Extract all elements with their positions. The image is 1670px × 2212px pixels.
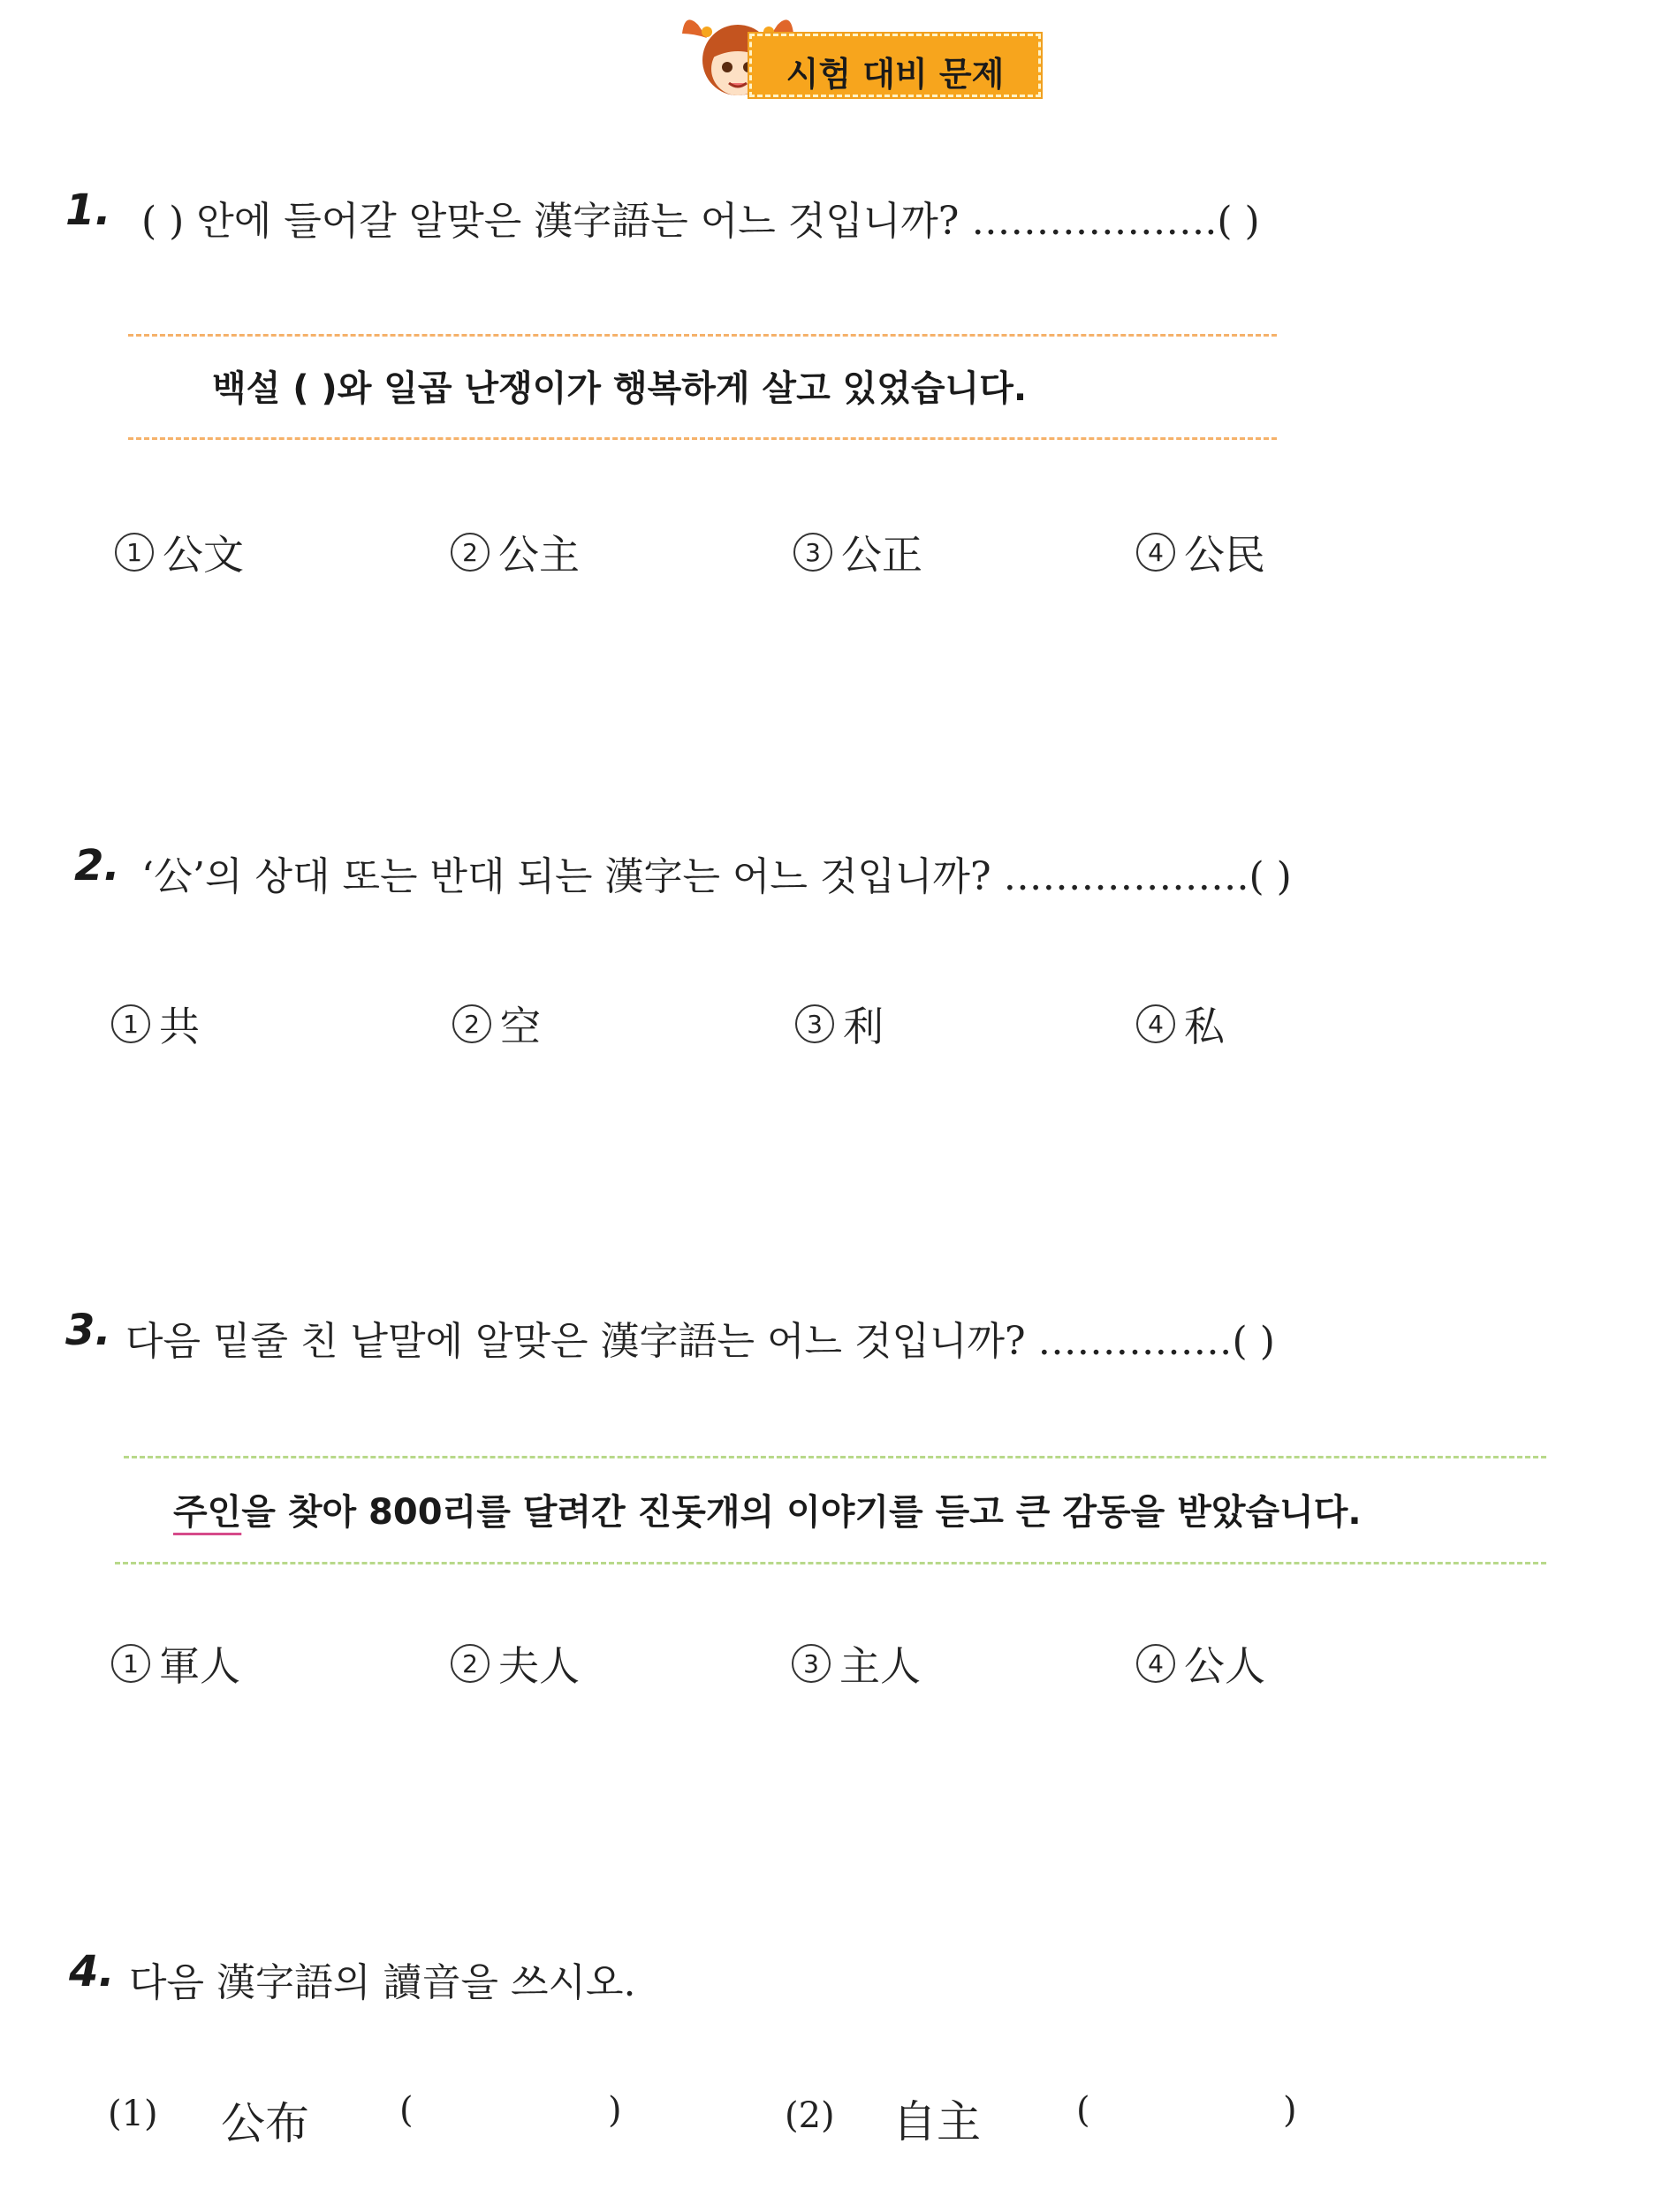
question-3-box-text (173, 1484, 1362, 1534)
q1-choice-3[interactable] (793, 523, 922, 581)
q4-item-1-word: 公布 (221, 2098, 309, 2149)
question-2 (74, 841, 120, 890)
question-1-box-text: 백설 ( )와 일곱 난쟁이가 행복하게 살고 있었습니다. (212, 368, 1028, 409)
q4-item-2-answer-blank[interactable] (1101, 2092, 1278, 2136)
q4-item-2-word: 自主 (892, 2096, 981, 2148)
q2-choice-4[interactable] (1136, 995, 1225, 1053)
divider-top (124, 1456, 1546, 1458)
q4-item-2-open: ( (1076, 2090, 1090, 2131)
question-number: 3. (65, 1306, 111, 1355)
choice-text: 共 (159, 1003, 200, 1050)
choice-text: 公人 (1184, 1642, 1265, 1690)
choice-text: 空 (500, 1003, 541, 1050)
question-number: 1. (65, 186, 111, 235)
q1-choice-2[interactable] (451, 523, 580, 581)
q1-choice-1[interactable] (115, 523, 244, 581)
choice-text: 公主 (498, 531, 580, 579)
q4-item-1-label: (1) (108, 2094, 158, 2134)
header-title: 시험 대비 문제 (786, 55, 1005, 94)
q3-choice-2[interactable] (451, 1634, 580, 1693)
box-rest-text: 을 찾아 800리를 달려간 진돗개의 이야기를 듣고 큰 감동을 받았습니다. (241, 1492, 1362, 1533)
choice-mark: 3 (792, 1644, 831, 1683)
choice-mark: 4 (1136, 533, 1175, 572)
q4-item-1-answer-blank[interactable] (424, 2092, 601, 2136)
choice-text: 主人 (839, 1642, 921, 1690)
question-number: 2. (74, 841, 120, 890)
choice-mark: 2 (451, 1644, 490, 1683)
choice-mark: 1 (111, 1644, 150, 1683)
divider-top (128, 334, 1277, 337)
choice-text: 軍人 (159, 1642, 240, 1690)
question-4 (69, 1947, 115, 1996)
choice-text: 公正 (841, 531, 922, 579)
underlined-word: 주인 (173, 1492, 242, 1533)
question-2-text: ‘公’의 상대 또는 반대 되는 漢字는 어느 것입니까? ……………….( ) (141, 854, 1292, 899)
choice-text: 利 (843, 1003, 884, 1050)
q3-choice-1[interactable] (111, 1634, 240, 1693)
question-1 (65, 186, 111, 235)
q4-item-2-label: (2) (785, 2095, 835, 2136)
divider-bottom (115, 1562, 1546, 1564)
choice-mark: 2 (452, 1004, 491, 1043)
divider-bottom (128, 437, 1277, 440)
choice-mark: 4 (1136, 1004, 1175, 1043)
question-4-text: 다음 漢字語의 讀音을 쓰시오. (129, 1960, 636, 2005)
q2-choice-2[interactable] (452, 995, 541, 1053)
choice-mark: 3 (793, 533, 832, 572)
choice-mark: 1 (115, 533, 154, 572)
q2-choice-1[interactable] (111, 995, 200, 1053)
q4-item-1-close: ) (608, 2090, 622, 2131)
choice-mark: 1 (111, 1004, 150, 1043)
choice-mark: 3 (795, 1004, 834, 1043)
q4-item-1-open: ( (399, 2090, 414, 2131)
question-3-text: 다음 밑줄 친 낱말에 알맞은 漢字語는 어느 것입니까? ……………( ) (125, 1319, 1275, 1364)
choice-text: 公文 (163, 531, 244, 579)
question-3 (65, 1306, 111, 1355)
choice-text: 夫人 (498, 1642, 580, 1690)
q3-choice-4[interactable] (1136, 1634, 1265, 1693)
choice-text: 公民 (1184, 531, 1265, 579)
question-number: 4. (69, 1947, 115, 1996)
header-badge (749, 34, 1041, 97)
q3-choice-3[interactable] (792, 1634, 921, 1693)
q2-choice-3[interactable] (795, 995, 884, 1053)
section-header (680, 7, 1051, 104)
question-1-text: ( ) 안에 들어갈 알맞은 漢字語는 어느 것입니까? ……………….( ) (141, 199, 1260, 244)
q4-item-2-close: ) (1283, 2090, 1297, 2131)
choice-mark: 2 (451, 533, 490, 572)
q1-choice-4[interactable] (1136, 523, 1265, 581)
choice-text: 私 (1184, 1003, 1225, 1050)
choice-mark: 4 (1136, 1644, 1175, 1683)
